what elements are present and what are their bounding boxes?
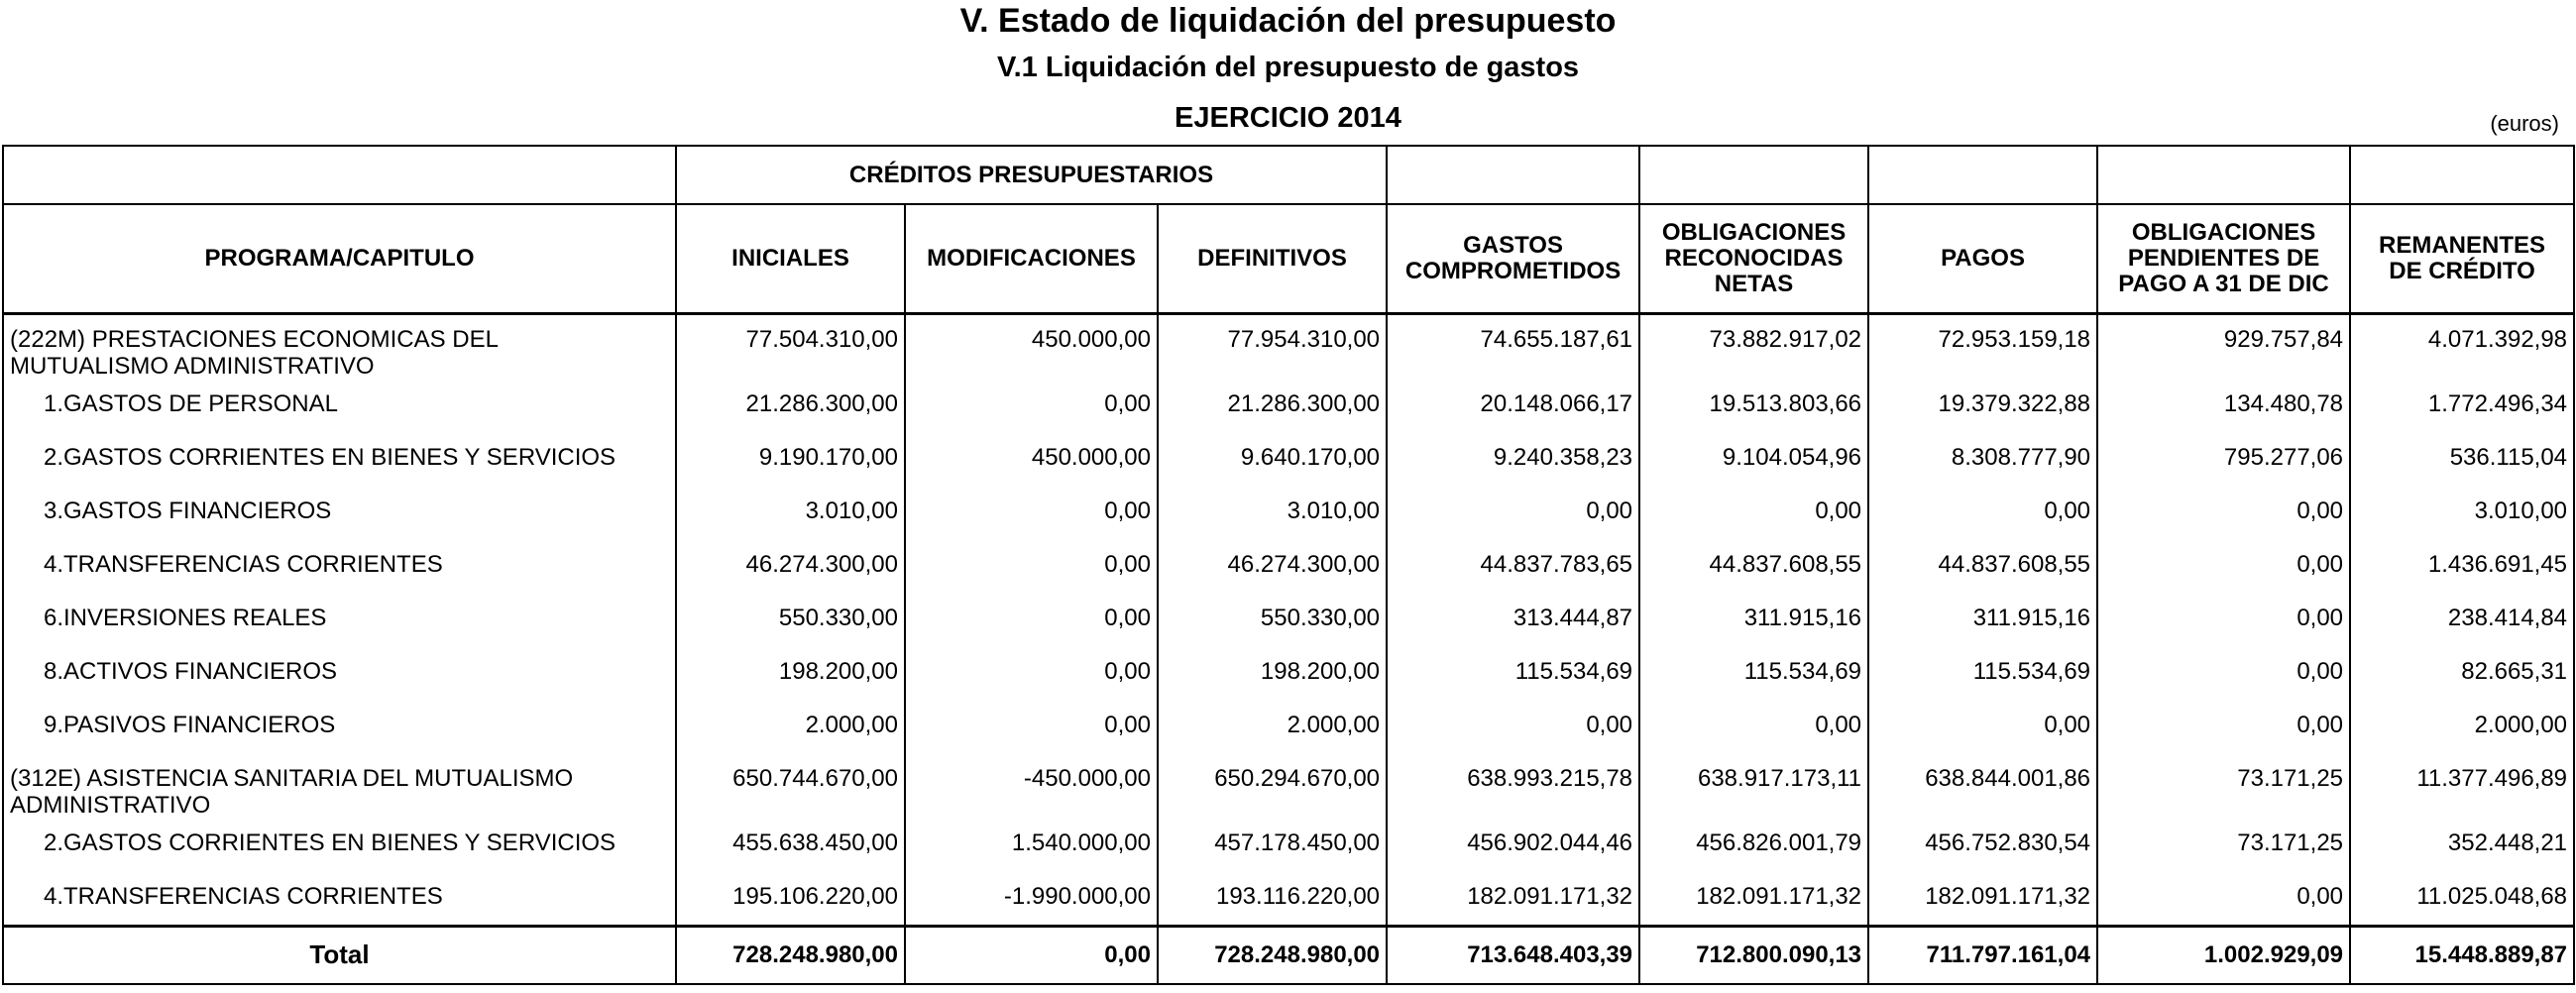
amount-cell: 19.513.803,66 <box>1639 380 1868 433</box>
amount-cell: 193.116.220,00 <box>1158 872 1387 926</box>
amount-cell: 0,00 <box>905 487 1158 540</box>
amount-cell: 0,00 <box>2097 647 2350 701</box>
amount-cell: 115.534,69 <box>1387 647 1639 701</box>
column-header: REMANENTES DE CRÉDITO <box>2350 204 2574 314</box>
amount-cell: 2.000,00 <box>676 701 905 754</box>
amount-cell: -450.000,00 <box>905 754 1158 819</box>
amount-cell: 115.534,69 <box>1868 647 2097 701</box>
amount-cell: 536.115,04 <box>2350 433 2574 487</box>
total-amount-cell: 713.648.403,39 <box>1387 926 1639 984</box>
amount-cell: 9.104.054,96 <box>1639 433 1868 487</box>
chapter-label: 8.ACTIVOS FINANCIEROS <box>3 647 676 701</box>
chapter-label: 9.PASIVOS FINANCIEROS <box>3 701 676 754</box>
page-subtitle: V.1 Liquidación del presupuesto de gastos <box>996 52 1580 83</box>
amount-cell: 9.640.170,00 <box>1158 433 1387 487</box>
total-amount-cell: 0,00 <box>905 926 1158 984</box>
amount-cell: 198.200,00 <box>1158 647 1387 701</box>
chapter-row <box>3 647 2574 701</box>
amount-cell: 550.330,00 <box>1158 594 1387 647</box>
chapter-label: 4.TRANSFERENCIAS CORRIENTES <box>3 540 676 594</box>
amount-cell: 73.882.917,02 <box>1639 314 1868 381</box>
amount-cell: 8.308.777,90 <box>1868 433 2097 487</box>
amount-cell: 313.444,87 <box>1387 594 1639 647</box>
fiscal-year: EJERCICIO 2014 <box>1175 102 1401 134</box>
column-header: PROGRAMA/CAPITULO <box>3 204 676 314</box>
total-amount-cell: 728.248.980,00 <box>676 926 905 984</box>
total-amount-cell: 711.797.161,04 <box>1868 926 2097 984</box>
units-label: (euros) <box>2490 111 2559 136</box>
amount-cell: 929.757,84 <box>2097 314 2350 381</box>
column-header: DEFINITIVOS <box>1158 204 1387 314</box>
amount-cell: 77.954.310,00 <box>1158 314 1387 381</box>
amount-cell: 44.837.608,55 <box>1868 540 2097 594</box>
amount-cell: 77.504.310,00 <box>676 314 905 381</box>
amount-cell: 352.448,21 <box>2350 819 2574 872</box>
amount-cell: 20.148.066,17 <box>1387 380 1639 433</box>
amount-cell: 44.837.783,65 <box>1387 540 1639 594</box>
amount-cell: 311.915,16 <box>1868 594 2097 647</box>
amount-cell: 0,00 <box>905 380 1158 433</box>
amount-cell: 455.638.450,00 <box>676 819 905 872</box>
header-empty-cell <box>3 146 676 204</box>
amount-cell: 550.330,00 <box>676 594 905 647</box>
amount-cell: 3.010,00 <box>1158 487 1387 540</box>
amount-cell: 638.993.215,78 <box>1387 754 1639 819</box>
amount-cell: 0,00 <box>1639 701 1868 754</box>
page-title: V. Estado de liquidación del presupuesto <box>959 2 1617 40</box>
total-row <box>3 926 2574 984</box>
chapter-row <box>3 433 2574 487</box>
chapter-label: 2.GASTOS CORRIENTES EN BIENES Y SERVICIOS <box>3 433 676 487</box>
total-amount-cell: 15.448.889,87 <box>2350 926 2574 984</box>
column-header: OBLIGACIONES RECONOCIDAS NETAS <box>1639 204 1868 314</box>
chapter-label: 2.GASTOS CORRIENTES EN BIENES Y SERVICIOS <box>3 819 676 872</box>
amount-cell: 21.286.300,00 <box>676 380 905 433</box>
total-label: Total <box>3 926 676 984</box>
amount-cell: 456.752.830,54 <box>1868 819 2097 872</box>
program-row <box>3 314 2574 381</box>
amount-cell: 1.540.000,00 <box>905 819 1158 872</box>
column-header: MODIFICACIONES <box>905 204 1158 314</box>
column-header: PAGOS <box>1868 204 2097 314</box>
chapter-row <box>3 701 2574 754</box>
amount-cell: 11.377.496,89 <box>2350 754 2574 819</box>
amount-cell: 638.844.001,86 <box>1868 754 2097 819</box>
amount-cell: 11.025.048,68 <box>2350 872 2574 926</box>
header-empty-cell <box>2097 146 2350 204</box>
amount-cell: 0,00 <box>2097 487 2350 540</box>
amount-cell: 0,00 <box>905 647 1158 701</box>
amount-cell: 115.534,69 <box>1639 647 1868 701</box>
amount-cell: 3.010,00 <box>2350 487 2574 540</box>
table-body <box>3 314 2574 927</box>
amount-cell: 4.071.392,98 <box>2350 314 2574 381</box>
column-header: INICIALES <box>676 204 905 314</box>
column-header: OBLIGACIONES PENDIENTES DE PAGO A 31 DE DIC <box>2097 204 2350 314</box>
chapter-row <box>3 380 2574 433</box>
chapter-row <box>3 819 2574 872</box>
amount-cell: 0,00 <box>1387 701 1639 754</box>
amount-cell: 0,00 <box>905 540 1158 594</box>
amount-cell: 2.000,00 <box>1158 701 1387 754</box>
amount-cell: 1.436.691,45 <box>2350 540 2574 594</box>
amount-cell: 182.091.171,32 <box>1639 872 1868 926</box>
chapter-row <box>3 487 2574 540</box>
header-empty-cell <box>1387 146 1639 204</box>
amount-cell: 450.000,00 <box>905 433 1158 487</box>
amount-cell: 457.178.450,00 <box>1158 819 1387 872</box>
amount-cell: 2.000,00 <box>2350 701 2574 754</box>
amount-cell: 46.274.300,00 <box>1158 540 1387 594</box>
header-row-group <box>3 146 2574 204</box>
amount-cell: 0,00 <box>1639 487 1868 540</box>
amount-cell: 0,00 <box>1387 487 1639 540</box>
amount-cell: 19.379.322,88 <box>1868 380 2097 433</box>
amount-cell: 198.200,00 <box>676 647 905 701</box>
amount-cell: 195.106.220,00 <box>676 872 905 926</box>
chapter-label: 3.GASTOS FINANCIEROS <box>3 487 676 540</box>
total-amount-cell: 728.248.980,00 <box>1158 926 1387 984</box>
amount-cell: 73.171,25 <box>2097 754 2350 819</box>
amount-cell: 72.953.159,18 <box>1868 314 2097 381</box>
header-empty-cell <box>1639 146 1868 204</box>
amount-cell: 0,00 <box>905 594 1158 647</box>
amount-cell: 0,00 <box>1868 487 2097 540</box>
amount-cell: 450.000,00 <box>905 314 1158 381</box>
chapter-row <box>3 540 2574 594</box>
header-empty-cell <box>1868 146 2097 204</box>
amount-cell: 238.414,84 <box>2350 594 2574 647</box>
header-empty-cell <box>2350 146 2574 204</box>
chapter-label: 1.GASTOS DE PERSONAL <box>3 380 676 433</box>
amount-cell: 650.744.670,00 <box>676 754 905 819</box>
amount-cell: 311.915,16 <box>1639 594 1868 647</box>
amount-cell: 3.010,00 <box>676 487 905 540</box>
amount-cell: 21.286.300,00 <box>1158 380 1387 433</box>
amount-cell: 0,00 <box>2097 872 2350 926</box>
amount-cell: 74.655.187,61 <box>1387 314 1639 381</box>
amount-cell: 638.917.173,11 <box>1639 754 1868 819</box>
chapter-row <box>3 594 2574 647</box>
amount-cell: 9.190.170,00 <box>676 433 905 487</box>
amount-cell: 795.277,06 <box>2097 433 2350 487</box>
amount-cell: 0,00 <box>2097 701 2350 754</box>
amount-cell: 456.826.001,79 <box>1639 819 1868 872</box>
group-header-creditos: CRÉDITOS PRESUPUESTARIOS <box>676 146 1387 204</box>
amount-cell: 182.091.171,32 <box>1868 872 2097 926</box>
amount-cell: 9.240.358,23 <box>1387 433 1639 487</box>
program-label: (312E) ASISTENCIA SANITARIA DEL MUTUALISMO ADMINISTRATIVO <box>3 754 676 819</box>
amount-cell: 0,00 <box>2097 594 2350 647</box>
program-label: (222M) PRESTACIONES ECONOMICAS DEL MUTUALISMO ADMINISTRATIVO <box>3 314 676 381</box>
amount-cell: 456.902.044,46 <box>1387 819 1639 872</box>
chapter-row <box>3 872 2574 926</box>
header-row-columns <box>3 204 2574 314</box>
program-row <box>3 754 2574 819</box>
budget-table <box>2 145 2575 985</box>
chapter-label: 6.INVERSIONES REALES <box>3 594 676 647</box>
column-header: GASTOS COMPROMETIDOS <box>1387 204 1639 314</box>
amount-cell: -1.990.000,00 <box>905 872 1158 926</box>
amount-cell: 0,00 <box>1868 701 2097 754</box>
amount-cell: 650.294.670,00 <box>1158 754 1387 819</box>
amount-cell: 82.665,31 <box>2350 647 2574 701</box>
chapter-label: 4.TRANSFERENCIAS CORRIENTES <box>3 872 676 926</box>
amount-cell: 182.091.171,32 <box>1387 872 1639 926</box>
amount-cell: 46.274.300,00 <box>676 540 905 594</box>
amount-cell: 134.480,78 <box>2097 380 2350 433</box>
amount-cell: 0,00 <box>2097 540 2350 594</box>
total-amount-cell: 712.800.090,13 <box>1639 926 1868 984</box>
amount-cell: 1.772.496,34 <box>2350 380 2574 433</box>
amount-cell: 44.837.608,55 <box>1639 540 1868 594</box>
amount-cell: 73.171,25 <box>2097 819 2350 872</box>
total-amount-cell: 1.002.929,09 <box>2097 926 2350 984</box>
amount-cell: 0,00 <box>905 701 1158 754</box>
